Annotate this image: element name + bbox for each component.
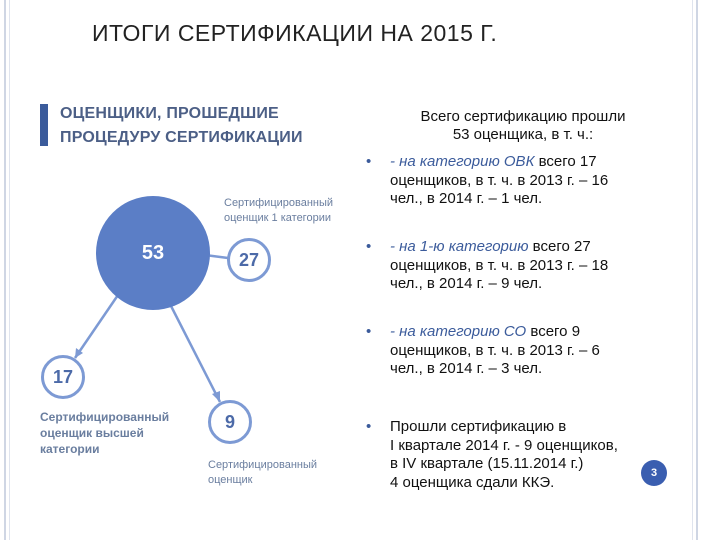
ovk-line3: чел., в 2014 г. – 1 чел. — [390, 190, 543, 207]
ovk-highlight: - на категорию ОВК — [390, 153, 535, 170]
basic-caption-line1: Сертифицированный — [208, 459, 318, 471]
quarters-line2: I квартале 2014 г. - 9 оценщиков, — [390, 436, 618, 454]
basic-circle: 9 — [208, 400, 252, 444]
cat1-circle: 27 — [227, 238, 271, 282]
slide-title: ИТОГИ СЕРТИФИКАЦИИ НА 2015 Г. — [92, 20, 498, 46]
cat1-highlight: - на 1-ю категорию — [390, 238, 529, 255]
ovk-line2: оценщиков, в т. ч. в 2013 г. – 16 — [390, 171, 609, 189]
bullet-body — [390, 238, 672, 294]
total-circle: 53 — [96, 196, 210, 310]
quarters-line1: Прошли сертификацию в — [390, 418, 567, 435]
connector-to-17 — [75, 295, 118, 358]
arrowhead-9 — [212, 391, 220, 402]
top-category-circle: 17 — [41, 355, 85, 399]
page-number-badge: 3 — [641, 460, 667, 486]
intro-line1: Всего сертификацию прошли — [420, 108, 626, 125]
basic-caption-line2: оценщик — [208, 474, 253, 486]
quarters-line4: 4 оценщика сдали ККЭ. — [390, 473, 555, 491]
intro-text — [398, 108, 648, 144]
cat1-rest: всего 27 — [528, 238, 591, 255]
so-rest: всего 9 — [526, 323, 581, 340]
bullet-marker: • — [366, 238, 372, 255]
top-category-caption — [40, 409, 169, 457]
cat1-line2: оценщиков, в т. ч. в 2013 г. – 18 — [390, 256, 609, 274]
intro-line2: 53 оценщика, в т. ч.: — [452, 126, 594, 143]
so-line3: чел., в 2014 г. – 3 чел. — [390, 360, 543, 377]
connector-to-9 — [170, 304, 220, 402]
bullet-body — [390, 153, 672, 209]
top-caption-line3: категории — [40, 442, 100, 456]
bullet-body — [390, 323, 672, 379]
bullet-body — [390, 418, 672, 492]
basic-caption — [208, 458, 317, 488]
cat1-caption — [224, 196, 333, 226]
cat1-caption-line1: Сертифицированный — [224, 197, 334, 209]
ovk-rest: всего 17 — [534, 153, 597, 170]
top-caption-line2: оценщик высшей — [40, 426, 144, 440]
bullet-marker: • — [366, 153, 372, 170]
diagram-title-line2: ПРОЦЕДУРУ СЕРТИФИКАЦИИ — [60, 129, 303, 146]
bullet-marker: • — [366, 323, 372, 340]
top-caption-line1: Сертифицированный — [40, 410, 170, 424]
cat1-caption-line2: оценщик 1 категории — [224, 212, 331, 224]
cat1-line3: чел., в 2014 г. – 9 чел. — [390, 275, 543, 292]
so-line2: оценщиков, в т. ч. в 2013 г. – 6 — [390, 341, 600, 359]
bullet-marker: • — [366, 418, 372, 435]
so-highlight: - на категорию СО — [390, 323, 527, 340]
diagram-title-line1: ОЦЕНЩИКИ, ПРОШЕДШИЕ — [60, 105, 279, 122]
quarters-line3: в IV квартале (15.11.2014 г.) — [390, 455, 584, 472]
